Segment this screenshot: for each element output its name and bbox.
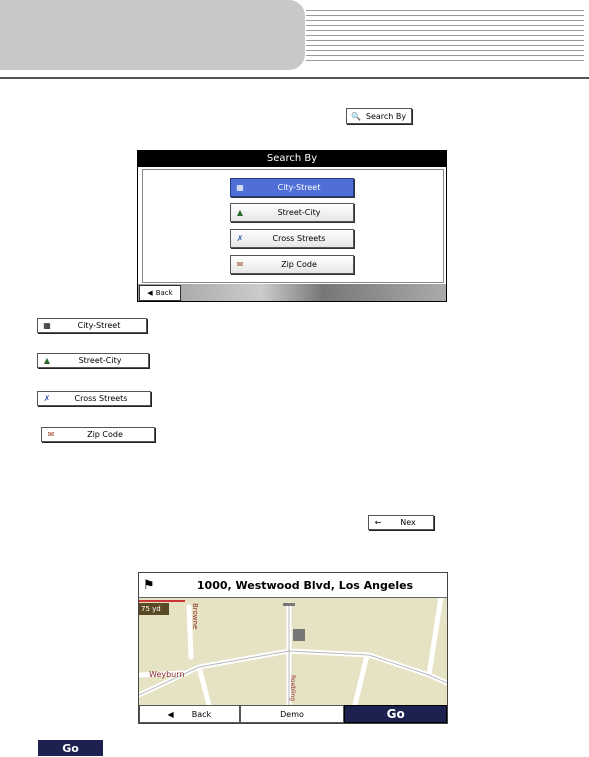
map-back-button[interactable] <box>139 705 240 723</box>
header-rule <box>0 77 589 79</box>
back-arrow-icon: ◀ <box>167 709 174 719</box>
street-city-button[interactable] <box>37 353 149 368</box>
option-cross-streets[interactable] <box>230 229 354 248</box>
dialog-title: Search By <box>138 151 446 167</box>
street-city-label: Street-City <box>78 356 122 365</box>
cross-streets-icon: ✗ <box>43 394 51 403</box>
option-zip-code[interactable] <box>230 255 354 274</box>
mailbox-icon: ✉ <box>236 260 244 269</box>
search-by-button[interactable] <box>346 108 412 124</box>
map-go-label: Go <box>386 707 405 721</box>
sign-icon: ▲ <box>236 208 244 217</box>
city-street-button[interactable] <box>37 318 147 333</box>
demo-label: Demo <box>280 709 304 719</box>
book-icon: ▦ <box>236 183 244 192</box>
destination-flag-icon <box>293 629 305 641</box>
street-label-browne: Browne <box>191 603 199 630</box>
speed-scale <box>139 600 185 602</box>
magnifier-icon: 🔍 <box>351 111 361 121</box>
cross-streets-label: Cross Streets <box>74 394 128 403</box>
checkered-flag-icon: ⚑ <box>143 577 155 593</box>
back-label: Back <box>155 289 173 297</box>
road-west <box>199 667 209 705</box>
go-label: Go <box>62 741 79 755</box>
header-panel <box>0 0 305 70</box>
option-city-street[interactable] <box>230 178 354 197</box>
street-label-weyburn: Weyburn <box>149 670 185 679</box>
map-back-label: Back <box>191 709 212 719</box>
cross-streets-button[interactable] <box>37 391 151 406</box>
map-go-button[interactable] <box>344 705 447 723</box>
back-button[interactable] <box>139 285 181 301</box>
address-text: 1000, Westwood Blvd, Los Angeles <box>196 578 414 592</box>
zip-code-label: Zip Code <box>87 430 123 439</box>
book-icon: ▦ <box>43 321 51 330</box>
city-street-label: City-Street <box>77 321 121 330</box>
search-by-label: Search By <box>365 111 407 121</box>
map-bottom-bar <box>139 705 447 723</box>
mailbox-icon: ✉ <box>47 430 55 439</box>
search-by-dialog <box>137 150 447 302</box>
option-label: City-Street <box>277 183 321 192</box>
cross-streets-icon: ✗ <box>236 234 244 243</box>
option-label: Cross Streets <box>272 234 326 243</box>
sign-icon: ▲ <box>43 356 51 365</box>
address-bar <box>139 573 447 598</box>
map-screen <box>138 572 448 724</box>
dialog-footer <box>138 284 446 301</box>
next-button[interactable] <box>368 515 434 530</box>
road-east <box>429 597 441 675</box>
option-label: Street-City <box>277 208 321 217</box>
speed-badge: 75 yd <box>139 603 169 615</box>
back-arrow-icon: ← <box>374 518 382 527</box>
demo-button[interactable] <box>240 705 345 723</box>
road-cap <box>283 603 295 606</box>
option-street-city[interactable] <box>230 203 354 222</box>
road-south-east <box>355 655 367 705</box>
street-label-roebling: Roebling <box>289 675 296 702</box>
header-lines <box>306 10 584 65</box>
next-label: Nex <box>400 518 416 527</box>
back-arrow-icon: ◀ <box>147 289 153 297</box>
go-button[interactable] <box>38 740 103 756</box>
zip-code-button[interactable] <box>41 427 155 442</box>
option-label: Zip Code <box>281 260 317 269</box>
